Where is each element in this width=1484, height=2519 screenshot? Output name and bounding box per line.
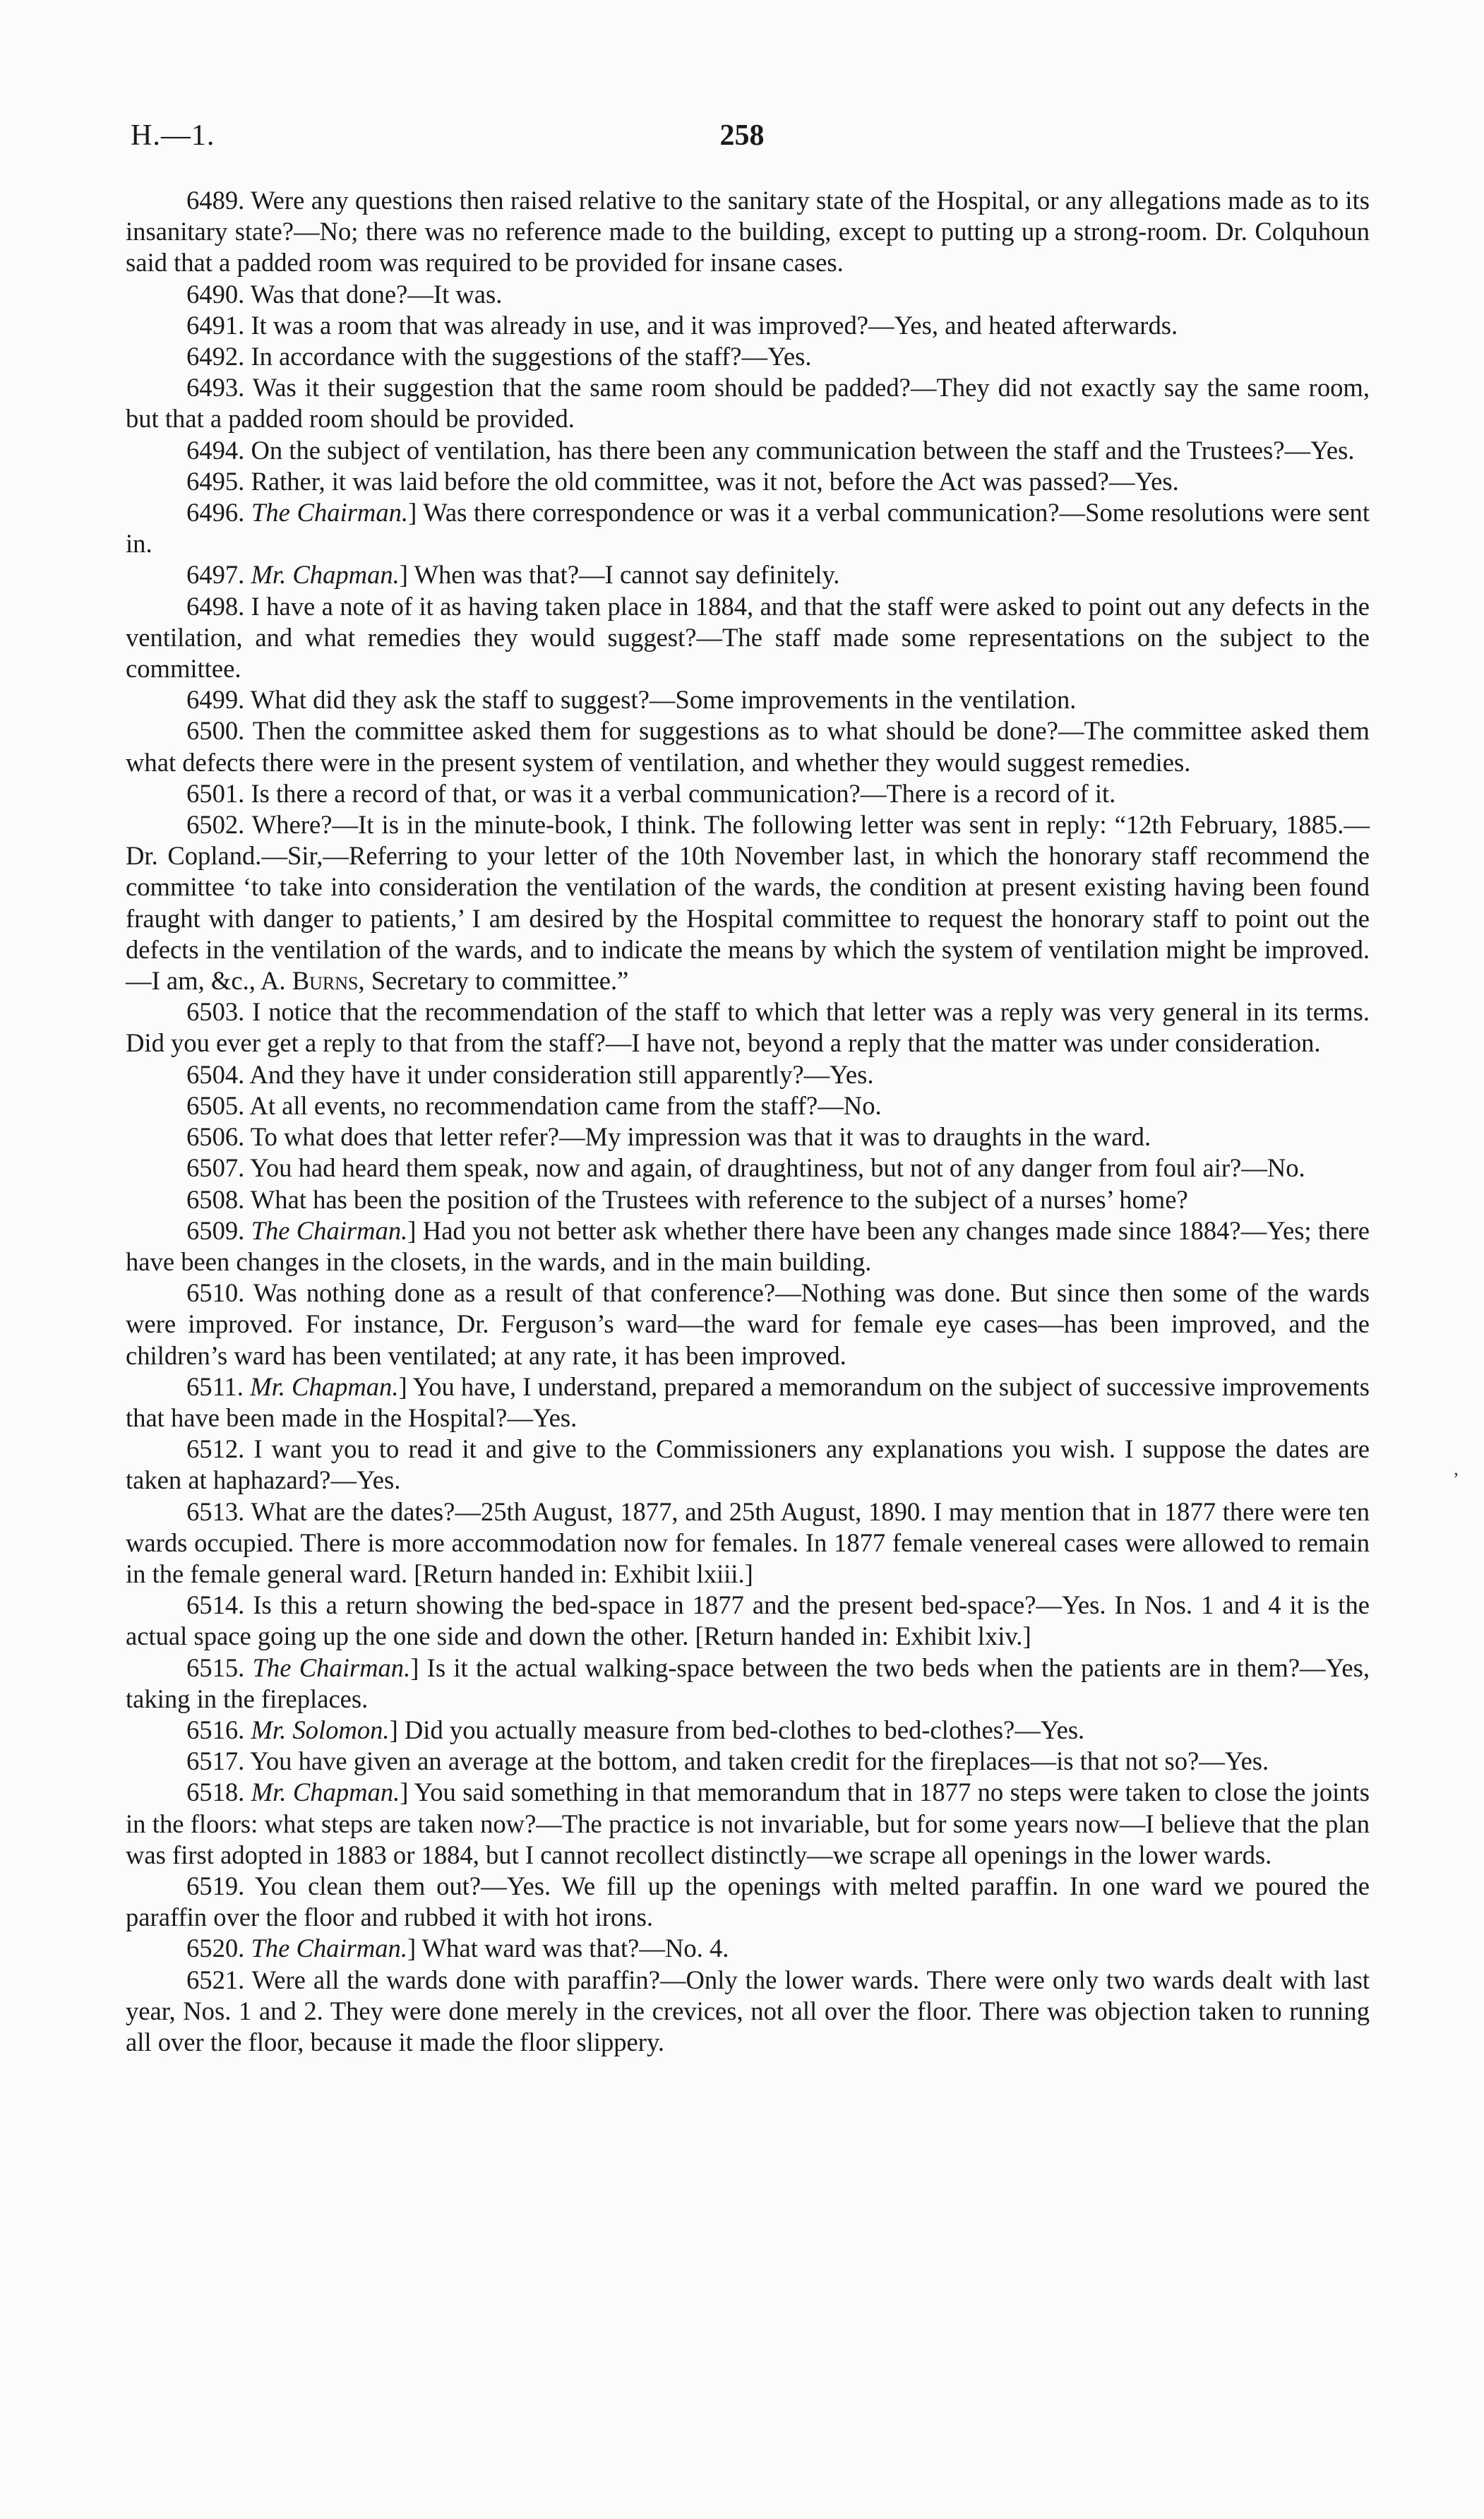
question-number: 6497. — [186, 560, 251, 590]
question-number: 6515. — [186, 1652, 253, 1682]
testimony-paragraph — [126, 1434, 1370, 1496]
testimony-paragraph — [126, 1652, 1370, 1715]
paragraph-text: 6505. At all events, no recommendation came from the staff?—No. — [186, 1090, 882, 1120]
speaker-name: Mr. Chapman. — [250, 1371, 399, 1401]
paragraph-text: 6495. Rather, it was laid before the old committee, was it not, before the Act was passed?—Yes. — [186, 466, 1179, 496]
paragraph-text: 6503. I notice that the recommendation of the staff to which that letter was a reply was very general in its terms. Did you ever get a reply to that from the staff?—I have not, beyond a reply that the matter was under consideration. — [126, 997, 1370, 1058]
question-number: 6516. — [186, 1715, 251, 1744]
testimony-paragraph — [126, 778, 1370, 809]
paragraph-text: 6490. Was that done?—It was. — [186, 279, 503, 309]
testimony-paragraph — [126, 435, 1370, 466]
speaker-name: Mr. Solomon. — [251, 1715, 390, 1744]
testimony-paragraph — [126, 559, 1370, 590]
paragraph-text: 6500. Then the committee asked them for suggestions as to what should be done?—The committee asked them what defects there were in the present system of ventilation, and whether they would suggest remedies. — [126, 716, 1370, 777]
speaker-name: The Chairman. — [251, 1215, 408, 1245]
testimony-paragraph — [126, 466, 1370, 497]
paragraph-text: 6499. What did they ask the staff to suggest?—Some improvements in the ventilation. — [186, 685, 1077, 715]
testimony-paragraph — [126, 1371, 1370, 1434]
margin-mark: ʼ — [1453, 1469, 1459, 1489]
testimony-paragraph — [126, 684, 1370, 715]
testimony-paragraph — [126, 341, 1370, 372]
testimony-paragraph — [126, 497, 1370, 559]
testimony-paragraph — [126, 1590, 1370, 1652]
paragraph-text: 6493. Was it their suggestion that the same room should be padded?—They did not exactly say the same room, but that a padded room should be provided. — [126, 373, 1370, 434]
paragraph-text: 6512. I want you to read it and give to the Commissioners any explanations you wish. I suppose the dates are taken at haphazard?—Yes. — [126, 1434, 1370, 1495]
paragraph-text: ] Did you actually measure from bed-clothes to bed-clothes?—Yes. — [389, 1715, 1085, 1744]
paragraph-text: 6507. You had heard them speak, now and again, of draughtiness, but not of any danger from foul air?—No. — [186, 1153, 1305, 1183]
testimony-paragraph — [126, 185, 1370, 279]
paragraph-text: 6521. Were all the wards done with paraffin?—Only the lower wards. There were only two wards dealt with last year, Nos. 1 and 2. They were done merely in the crevices, not all over the floor. There was objection taken to running all over the floor, because it made the floor slippery. — [126, 1965, 1370, 2056]
testimony-paragraph — [126, 279, 1370, 310]
paragraph-text: 6494. On the subject of ventilation, has there been any communication between the staff and the Trustees?—Yes. — [186, 435, 1355, 465]
paragraph-text: 6489. Were any questions then raised relative to the sanitary state of the Hospital, or any allegations made as to its insanitary state?—No; there was no reference made to the building, except to putting up a strong-room. Dr. Colquhoun said that a padded room was required to be provided for insane cases. — [126, 186, 1370, 278]
testimony-paragraph — [126, 1496, 1370, 1590]
testimony-paragraph — [126, 809, 1370, 996]
paragraph-text: ] When was that?—I cannot say definitely. — [399, 560, 840, 590]
paragraph-text: ] Is it the actual walking-space between the two beds when the patients are in them?—Yes, taking in the fireplaces. — [126, 1652, 1370, 1713]
paragraph-text: 6491. It was a room that was already in use, and it was improved?—Yes, and heated afterwards. — [186, 310, 1178, 340]
testimony-paragraph — [126, 1777, 1370, 1871]
speaker-name: Mr. Chapman. — [251, 560, 400, 590]
paragraph-text: 6492. In accordance with the suggestions of the staff?—Yes. — [186, 342, 812, 371]
paragraph-text: 6508. What has been the position of the Trustees with reference to the subject of a nurses’ home? — [186, 1184, 1188, 1214]
paragraph-text: 6506. To what does that letter refer?—My impression was that it was to draughts in the ward. — [186, 1122, 1151, 1152]
paragraph-text: ] Was there correspondence or was it a verbal communication?—Some resolutions were sent in. — [126, 498, 1370, 559]
paragraph-text: 6498. I have a note of it as having taken place in 1884, and that the staff were asked to point out any defects in the ventilation, and what remedies they would suggest?—The staff made some representations on the subject to the committee. — [126, 591, 1370, 684]
question-number: 6518. — [186, 1777, 251, 1807]
question-number: 6496. — [186, 498, 251, 528]
paragraph-text: ] Had you not better ask whether there have been any changes made since 1884?—Yes; there have been changes in the closets, in the wards, and in the main building. — [126, 1215, 1370, 1276]
paragraph-text: , Secretary to committee.” — [358, 966, 629, 996]
testimony-paragraph — [126, 1215, 1370, 1278]
paragraph-text: 6513. What are the dates?—25th August, 1877, and 25th August, 1890. I may mention that in 1877 there were ten wards occupied. There is more accommodation now for females. In 1877 female venereal cases were allowed to remain in the female general ward. [Return handed in: Exhibit lxiii.] — [126, 1496, 1370, 1588]
testimony-paragraph — [126, 1278, 1370, 1371]
question-number: 6509. — [186, 1215, 251, 1245]
speaker-name: The Chairman. — [252, 1652, 411, 1682]
testimony-body — [126, 185, 1370, 2058]
paragraph-text: ] You said something in that memorandum that in 1877 no steps were taken to close the joints in the floors: what steps are taken now?—The practice is not invariable, but for some years now—I believe that the plan was first adopted in 1883 or 1884, but I cannot recollect distinctly—we scrape all openings in the lower wards. — [126, 1777, 1370, 1869]
testimony-paragraph — [126, 1184, 1370, 1215]
testimony-paragraph — [126, 1121, 1370, 1153]
document-code: H.—1. — [131, 119, 215, 152]
testimony-paragraph — [126, 310, 1370, 341]
paragraph-text: 6514. Is this a return showing the bed-space in 1877 and the present bed-space?—Yes. In Nos. 1 and 4 it is the actual space going up the one side and down the other. [Return handed in: Exhibit lxiv.] — [126, 1590, 1370, 1651]
testimony-paragraph — [126, 1715, 1370, 1746]
paragraph-text: 6519. You clean them out?—Yes. We fill up the openings with melted paraffin. In one ward we poured the paraffin over the floor and rubbed it with hot irons. — [126, 1871, 1370, 1932]
paragraph-text: 6501. Is there a record of that, or was it a verbal communication?—There is a record of it. — [186, 778, 1116, 808]
testimony-paragraph — [126, 1153, 1370, 1184]
page-number: 258 — [719, 119, 765, 152]
speaker-name: The Chairman. — [251, 498, 409, 528]
testimony-paragraph — [126, 1965, 1370, 2059]
testimony-paragraph — [126, 1059, 1370, 1090]
testimony-paragraph — [126, 372, 1370, 434]
testimony-paragraph — [126, 715, 1370, 778]
question-number: 6511. — [186, 1371, 251, 1401]
paragraph-text: 6504. And they have it under consideration still apparently?—Yes. — [186, 1059, 874, 1089]
paragraph-text: 6502. Where?—It is in the minute-book, I think. The following letter was sent in reply: “12th February, 1885.—Dr. Copland.—Sir,—Referring to your letter of the 10th November last, in which the honorary staff recommend the committee ‘to take into consideration the ventilation of the wards, the condition at present existing having been found fraught with danger to patients,’ I am desired by the Hospital committee to request the honorary staff to point out the defects in the ventilation of the wards, and to indicate the means by which the system of ventilation might be improved.—I am, &c., A. — [126, 810, 1370, 996]
paragraph-text: ] What ward was that?—No. 4. — [407, 1934, 729, 1963]
testimony-paragraph — [126, 591, 1370, 685]
paragraph-text: ] You have, I understand, prepared a memorandum on the subject of successive improvements that have been made in the Hospital?—Yes. — [126, 1371, 1370, 1432]
page-header — [131, 119, 1353, 161]
speaker-name: The Chairman. — [251, 1934, 407, 1963]
speaker-name: Mr. Chapman. — [251, 1777, 400, 1807]
paragraph-text: 6510. Was nothing done as a result of that conference?—Nothing was done. But since then some of the wards were improved. For instance, Dr. Ferguson’s ward—the ward for female eye cases—has been improved, and the children’s ward has been ventilated; at any rate, it has been improved. — [126, 1278, 1370, 1370]
testimony-paragraph — [126, 996, 1370, 1059]
testimony-paragraph — [126, 1933, 1370, 1964]
question-number: 6520. — [186, 1934, 251, 1963]
testimony-paragraph — [126, 1871, 1370, 1933]
paragraph-text: 6517. You have given an average at the bottom, and taken credit for the fireplaces—is that not so?—Yes. — [186, 1746, 1269, 1776]
testimony-paragraph — [126, 1090, 1370, 1121]
testimony-paragraph — [126, 1746, 1370, 1777]
signatory-name: Burns — [292, 966, 359, 996]
